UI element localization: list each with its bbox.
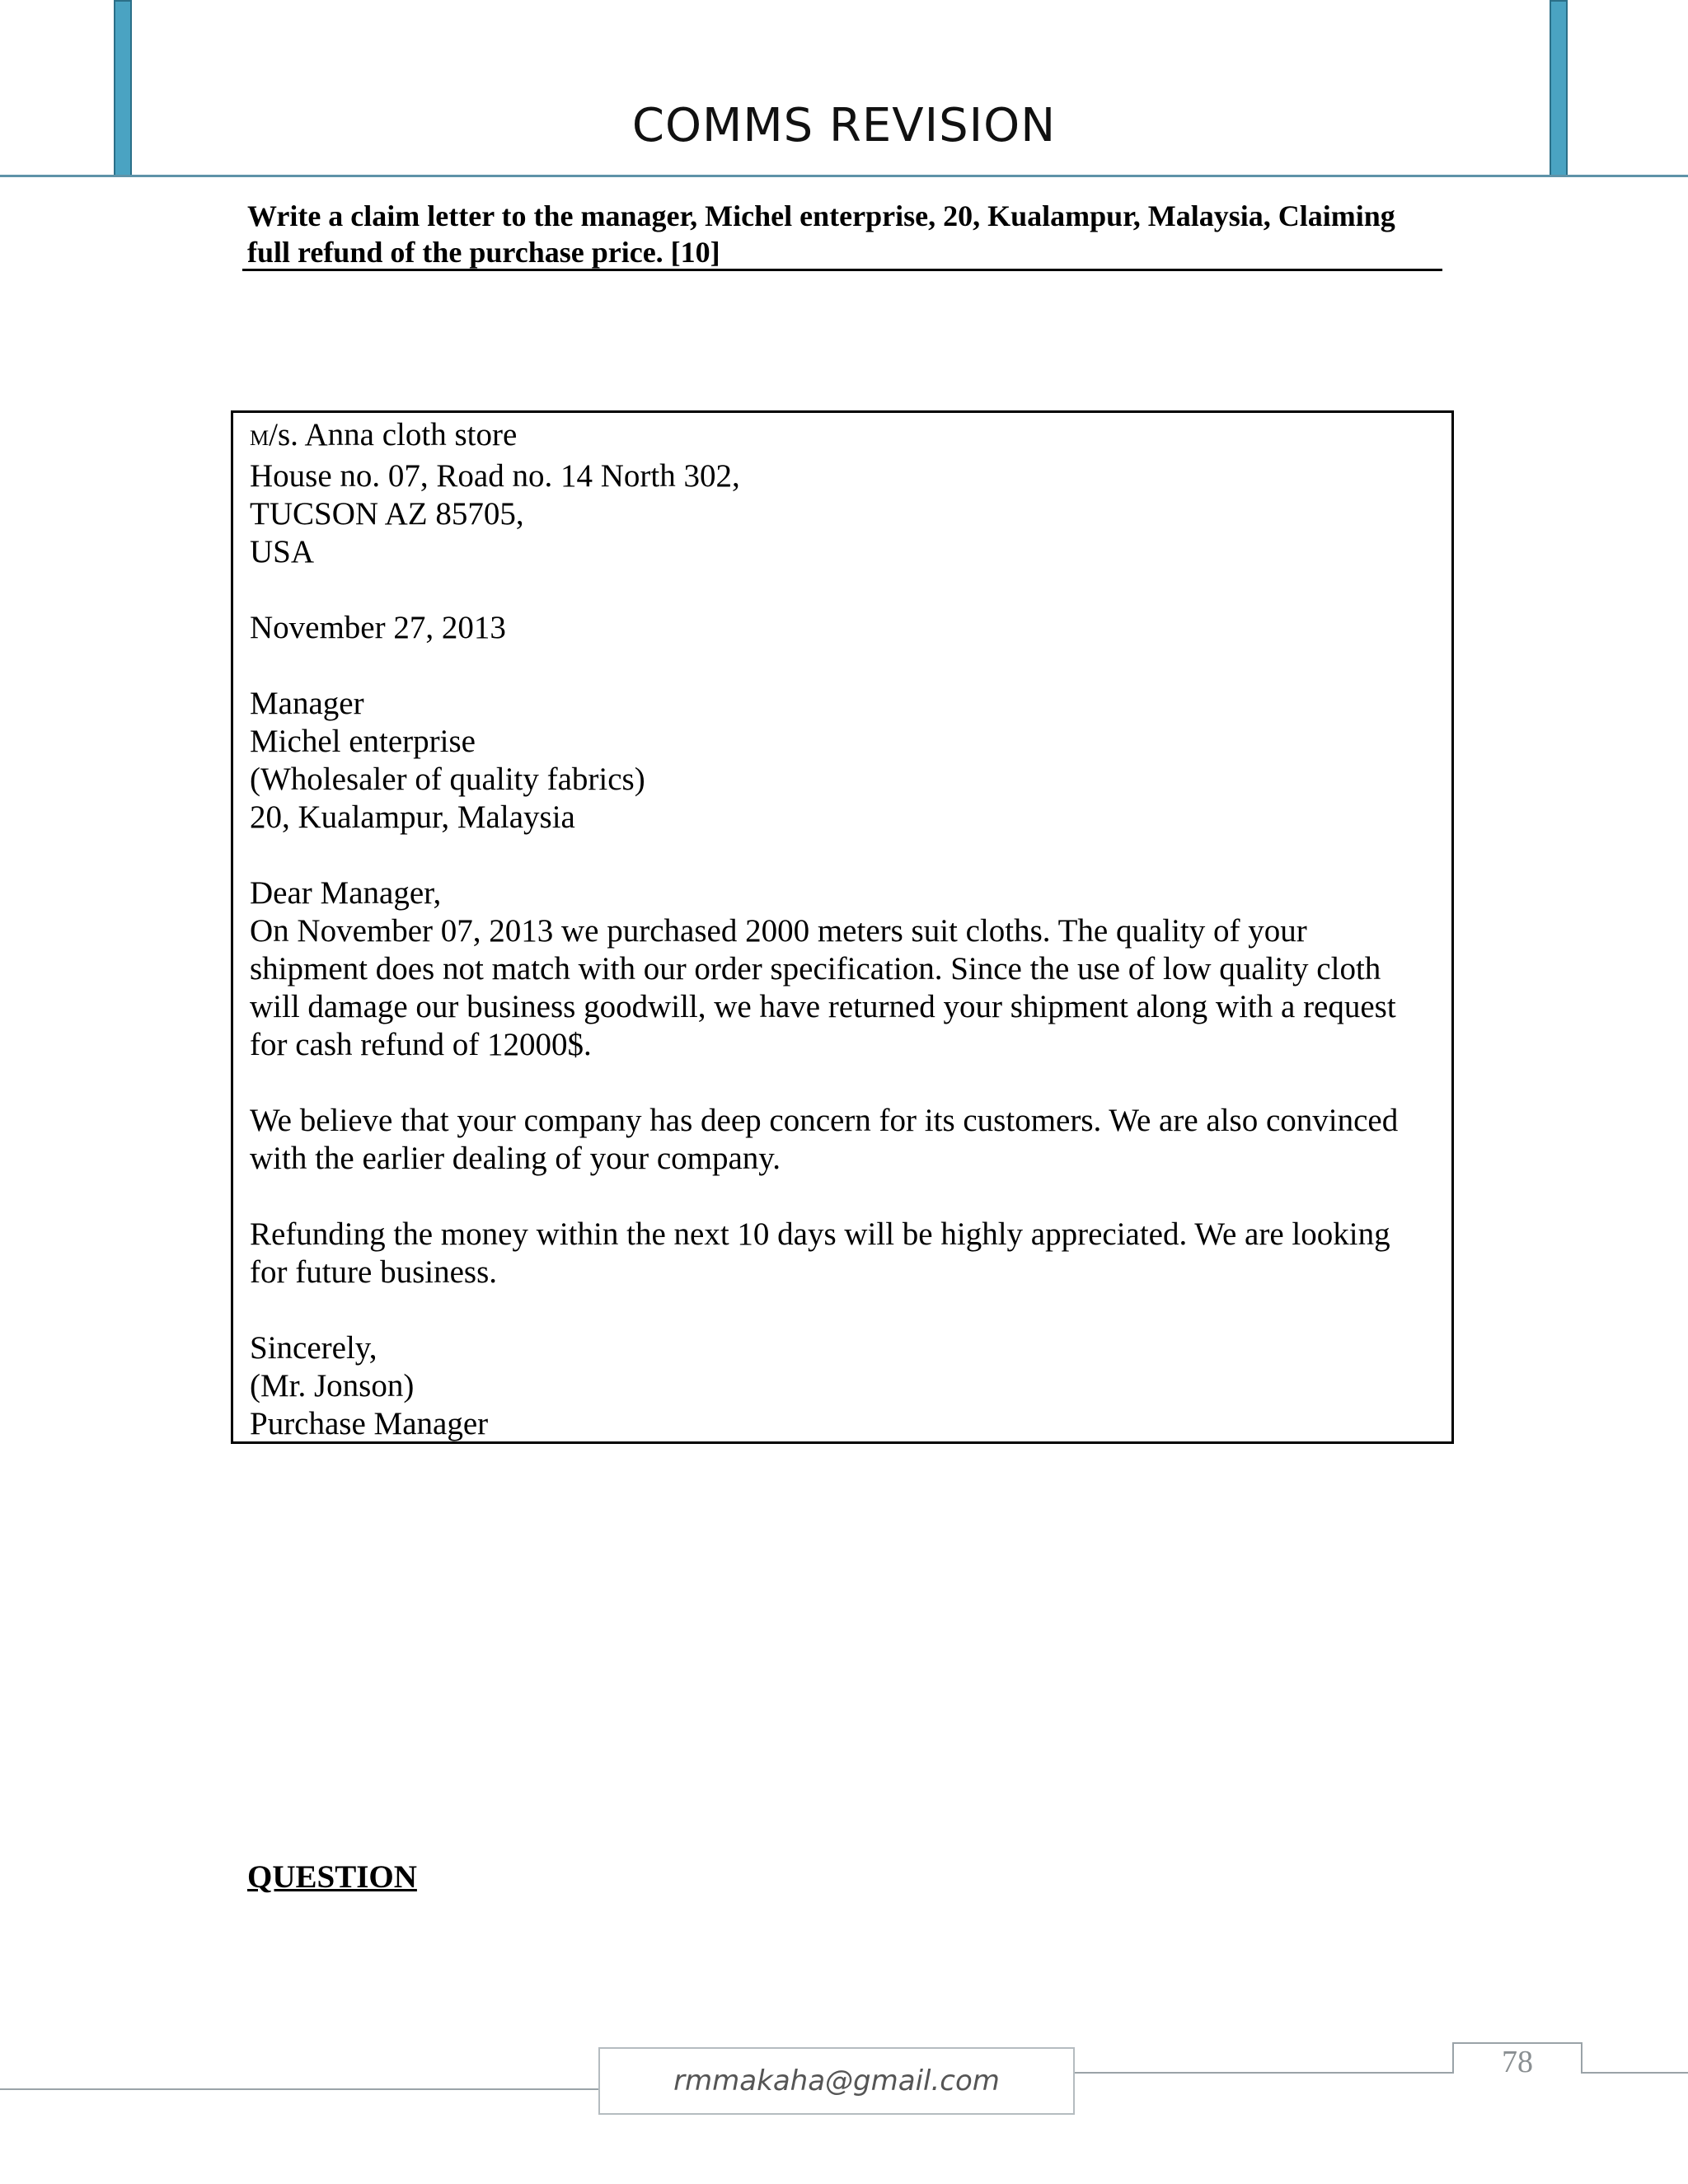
recipient-address: 20, Kualampur, Malaysia — [250, 799, 575, 835]
question-prompt: Write a claim letter to the manager, Michel enterprise, 20, Kualampur, Malaysia, Claiming full refund of the purchase price. [10] — [247, 199, 1395, 269]
footer-email: rmmakaha@gmail.com — [673, 2064, 1000, 2097]
sender-name-rest: /s. Anna cloth store — [269, 417, 518, 452]
sender-address-line2: TUCSON AZ 85705, — [250, 496, 524, 532]
body-paragraph-1-line: shipment does not match with our order specification. Since the use of low quality cloth — [250, 951, 1381, 987]
prompt-underline — [242, 269, 1442, 271]
claim-letter-box — [231, 410, 1454, 1444]
recipient-company: Michel enterprise — [250, 724, 476, 759]
body-paragraph-1-line: will damage our business goodwill, we have returned your shipment along with a request — [250, 989, 1396, 1024]
signature-title: Purchase Manager — [250, 1406, 489, 1441]
question-section-heading: QUESTION — [247, 1859, 417, 1895]
sender-name-prefix: M — [250, 426, 270, 450]
recipient-descriptor: (Wholesaler of quality fabrics) — [250, 762, 645, 797]
salutation: Dear Manager, — [250, 875, 442, 911]
footer-rule-left — [0, 2088, 598, 2090]
body-paragraph-1-line: for cash refund of 12000$. — [250, 1027, 592, 1062]
body-paragraph-1-line: On November 07, 2013 we purchased 2000 meters suit cloths. The quality of your — [250, 913, 1307, 949]
page-number: 78 — [1502, 2045, 1533, 2079]
header-divider — [0, 175, 1688, 177]
page-header-title: COMMS REVISION — [631, 99, 1057, 152]
letter-date: November 27, 2013 — [250, 610, 506, 645]
footer-rule-middle — [1075, 2072, 1452, 2074]
body-paragraph-2-line: with the earlier dealing of your company. — [250, 1141, 781, 1176]
footer-rule-right — [1582, 2072, 1688, 2074]
sender-country: USA — [250, 534, 315, 569]
closing: Sincerely, — [250, 1330, 377, 1366]
sender-name — [250, 416, 1451, 457]
recipient-title: Manager — [250, 686, 364, 721]
footer-email-box — [598, 2047, 1075, 2115]
signature-name: (Mr. Jonson) — [250, 1368, 415, 1404]
body-paragraph-3-line: Refunding the money within the next 10 days will be highly appreciated. We are looking — [250, 1216, 1390, 1252]
sender-address-line1: House no. 07, Road no. 14 North 302, — [250, 458, 740, 494]
body-paragraph-2-line: We believe that your company has deep concern for its customers. We are also convinced — [250, 1103, 1399, 1138]
body-paragraph-3-line: for future business. — [250, 1254, 498, 1290]
